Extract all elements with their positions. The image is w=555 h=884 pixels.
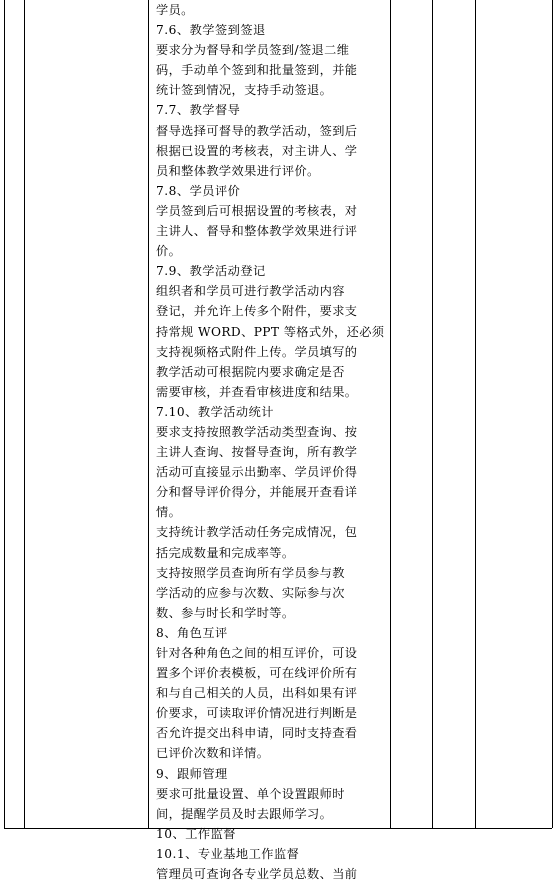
text-line: 要求可批量设置、单个设置跟师时: [156, 786, 345, 801]
text-line: 要求分为督导和学员签到/签退二维: [156, 43, 350, 58]
text-line: 括完成数量和完成率等。: [156, 545, 295, 560]
text-line: 根据已设置的考核表，对主讲人、学: [156, 143, 358, 158]
column-divider: [432, 0, 433, 828]
text-line: 已评价次数和详情。: [156, 746, 270, 761]
text-line: 员和整体教学效果进行评价。: [156, 163, 320, 178]
section-heading: 9、跟师管理: [156, 766, 228, 781]
section-heading: 10.1、专业基地工作监督: [156, 846, 300, 861]
requirements-cell: [152, 0, 390, 884]
text-line: 支持按照学员查询所有学员参与教: [156, 565, 345, 580]
section-heading: 8、角色互评: [156, 625, 228, 640]
text-line: 支持统计教学活动任务完成情况，包: [156, 525, 358, 540]
text-line: 和与自己相关的人员，出科如果有评: [156, 686, 358, 701]
section-heading: 7.10、教学活动统计: [156, 404, 274, 419]
text-line: 分和督导评价得分，并能展开查看详: [156, 485, 358, 500]
text-line: 活动可直接显示出勤率、学员评价得: [156, 465, 358, 480]
column-divider: [475, 0, 476, 828]
text-line: 码，手动单个签到和批量签到，并能: [156, 63, 358, 78]
text-line: 针对各种角色之间的相互评价，可设: [156, 646, 358, 660]
section-heading: 7.6、教学签到签退: [156, 23, 266, 38]
text-line: 需要审核，并查看审核进度和结果。: [156, 384, 358, 399]
text-line: 主讲人查询、按督导查询，所有教学: [156, 445, 358, 460]
text-line: 学活动的应参与次数、实际参与次: [156, 585, 345, 600]
column-divider: [148, 0, 149, 828]
text-line: 价。: [156, 244, 182, 259]
text-line: 情。: [156, 505, 182, 520]
text-line: 学员。: [156, 3, 194, 17]
text-line: 间，提醒学员及时去跟师学习。: [156, 806, 333, 821]
text-line: 督导选择可督导的教学活动，签到后: [156, 123, 358, 138]
column-divider: [390, 0, 391, 828]
text-line: 数、参与时长和学时等。: [156, 605, 295, 620]
table-right-border: [552, 0, 553, 828]
requirements-table: [4, 0, 552, 882]
section-heading: 7.8、学员评价: [156, 183, 241, 198]
text-line: 统计签到情况，支持手动签退。: [156, 83, 333, 98]
text-line: 组织者和学员可进行教学活动内容: [156, 284, 345, 299]
section-heading: 7.9、教学活动登记: [156, 264, 266, 279]
text-line: 否允许提交出科申请，同时支持查看: [156, 726, 358, 741]
text-line: 置多个评价表模板，可在线评价所有: [156, 666, 358, 681]
text-line: 教学活动可根据院内要求确定是否: [156, 364, 345, 379]
text-line: 登记，并允许上传多个附件，要求支: [156, 304, 358, 319]
text-line: 持常规 WORD、PPT 等格式外，还必须: [156, 324, 385, 339]
text-line: 管理员可查询各专业学员总数、当前: [156, 867, 358, 882]
column-divider: [24, 0, 25, 828]
section-heading: 7.7、教学督导: [156, 103, 241, 118]
text-line: 要求支持按照教学活动类型查询、按: [156, 424, 358, 439]
text-line: 学员签到后可根据设置的考核表，对: [156, 203, 358, 218]
text-line: 价要求，可读取评价情况进行判断是: [156, 706, 358, 721]
section-heading: 10、工作监督: [156, 826, 236, 841]
text-line: 支持视频格式附件上传。学员填写的: [156, 344, 358, 359]
text-line: 主讲人、督导和整体教学效果进行评: [156, 224, 358, 239]
